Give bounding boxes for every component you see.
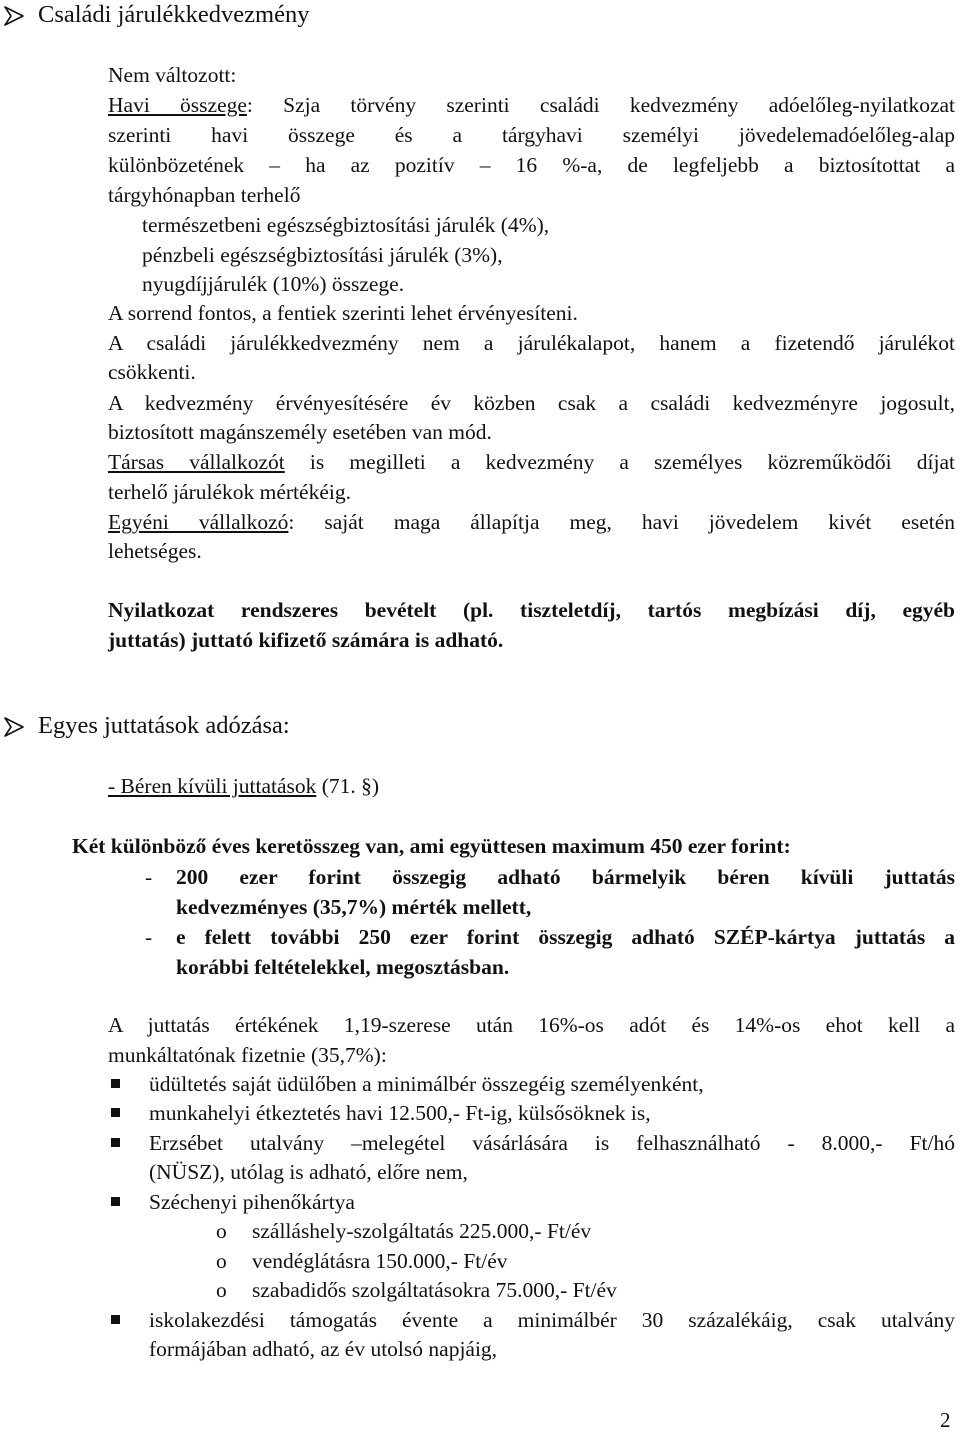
monthly-amount-term: Havi összege bbox=[108, 93, 247, 117]
bullet-item: Széchenyi pihenőkártya bbox=[149, 1190, 355, 1214]
frame-item-line: kedvezményes (35,7%) mérték mellett, bbox=[176, 895, 532, 919]
frame-title: Két különböző éves keretösszeg van, ami együttesen maximum 450 ezer forint: bbox=[72, 834, 791, 858]
dash-marker: - bbox=[145, 925, 153, 949]
monthly-amount-text: : Szja törvény szerinti családi kedvezmény adóelőleg-nyilatkozat bbox=[246, 93, 956, 117]
fringe-benefits-ref: (71. §) bbox=[316, 774, 380, 798]
text-line: terhelő járulékok mértékéig. bbox=[108, 480, 351, 504]
sub-bullet-item: szálláshely-szolgáltatás 225.000,- Ft/év bbox=[252, 1219, 592, 1243]
circle-bullet-marker: o bbox=[216, 1219, 227, 1243]
unchanged-label: Nem változott: bbox=[108, 63, 237, 87]
bold-note-line: Nyilatkozat rendszeres bevételt (pl. tiszteletdíj, tartós megbízási díj, egyéb bbox=[108, 598, 955, 622]
contribution-item: természetbeni egészségbiztosítási járulék (4%), bbox=[142, 213, 550, 237]
bullet-item: Erzsébet utalvány –melegétel vásárlására is felhasználható - 8.000,- Ft/hó bbox=[149, 1131, 955, 1155]
sole-trader-term: Egyéni vállalkozó bbox=[108, 510, 289, 534]
bullet-item-continuation: (NÜSZ), utólag is adható, előre nem, bbox=[149, 1160, 468, 1184]
frame-item-line: korábbi feltételekkel, megosztásban. bbox=[176, 955, 510, 979]
square-bullet-icon bbox=[111, 1108, 120, 1117]
contribution-item: pénzbeli egészségbiztosítási járulék (3%), bbox=[142, 243, 503, 267]
text-line: szerinti havi összege és a tárgyhavi személyi jövedelemadóelőleg-alap bbox=[108, 123, 955, 147]
text-line: tárgyhónapban terhelő bbox=[108, 183, 301, 207]
sole-trader-text: : saját maga állapítja meg, havi jövedelem kivét esetén bbox=[288, 510, 955, 534]
partner-line bbox=[108, 450, 955, 475]
circle-bullet-marker: o bbox=[216, 1278, 227, 1302]
fringe-benefits-subheading bbox=[108, 774, 379, 799]
fringe-benefits-label: - Béren kívüli juttatások bbox=[108, 774, 317, 798]
partner-term: Társas vállalkozót bbox=[108, 450, 285, 474]
text-line: A családi járulékkedvezmény nem a járulékalapot, hanem a fizetendő járulékot bbox=[108, 331, 955, 355]
text-line: különbözetének – ha az pozitív – 16 %-a, de legfeljebb a biztosítottat a bbox=[108, 153, 955, 177]
sole-trader-line bbox=[108, 510, 955, 535]
square-bullet-icon bbox=[111, 1197, 120, 1206]
text-line: biztosított magánszemély esetében van mód. bbox=[108, 420, 492, 444]
monthly-amount-line bbox=[108, 93, 955, 118]
contribution-item: nyugdíjjárulék (10%) összege. bbox=[142, 272, 405, 296]
arrow-bullet-icon bbox=[3, 5, 25, 27]
square-bullet-icon bbox=[111, 1315, 120, 1324]
bullet-item-continuation: formájában adható, az év utolsó napjáig, bbox=[149, 1337, 498, 1361]
text-line: munkáltatónak fizetnie (35,7%): bbox=[108, 1043, 387, 1067]
text-line: A sorrend fontos, a fentiek szerinti lehet érvényesíteni. bbox=[108, 301, 578, 325]
bullet-item: iskolakezdési támogatás évente a minimálbér 30 százalékáig, csak utalvány bbox=[149, 1308, 955, 1332]
square-bullet-icon bbox=[111, 1138, 120, 1147]
sub-bullet-item: vendéglátásra 150.000,- Ft/év bbox=[252, 1249, 508, 1273]
bullet-item: üdültetés saját üdülőben a minimálbér összegéig személyenként, bbox=[149, 1072, 704, 1096]
text-line: A kedvezmény érvényesítésére év közben csak a családi kedvezményre jogosult, bbox=[108, 391, 955, 415]
frame-item-line: 200 ezer forint összegig adható bármelyik béren kívüli juttatás bbox=[176, 865, 955, 889]
frame-item-line: e felett további 250 ezer forint összegig adható SZÉP-kártya juttatás a bbox=[176, 925, 955, 949]
text-line: A juttatás értékének 1,19-szerese után 16%-os adót és 14%-os ehot kell a bbox=[108, 1013, 955, 1037]
sub-bullet-item: szabadidős szolgáltatásokra 75.000,- Ft/év bbox=[252, 1278, 617, 1302]
partner-text: is megilleti a kedvezmény a személyes közreműködői díjat bbox=[284, 450, 955, 474]
bullet-item: munkahelyi étkeztetés havi 12.500,- Ft-ig, külsősöknek is, bbox=[149, 1101, 651, 1125]
text-line: csökkenti. bbox=[108, 360, 196, 384]
circle-bullet-marker: o bbox=[216, 1249, 227, 1273]
page-number: 2 bbox=[940, 1408, 951, 1432]
text-line: lehetséges. bbox=[108, 539, 202, 563]
arrow-bullet-icon bbox=[3, 716, 25, 738]
section-heading-family-discount: Családi járulékkedvezmény bbox=[38, 1, 310, 28]
square-bullet-icon bbox=[111, 1079, 120, 1088]
section-heading-benefits: Egyes juttatások adózása: bbox=[38, 712, 290, 739]
bold-note-line: juttatás) juttató kifizető számára is adható. bbox=[108, 628, 504, 652]
dash-marker: - bbox=[145, 865, 153, 889]
